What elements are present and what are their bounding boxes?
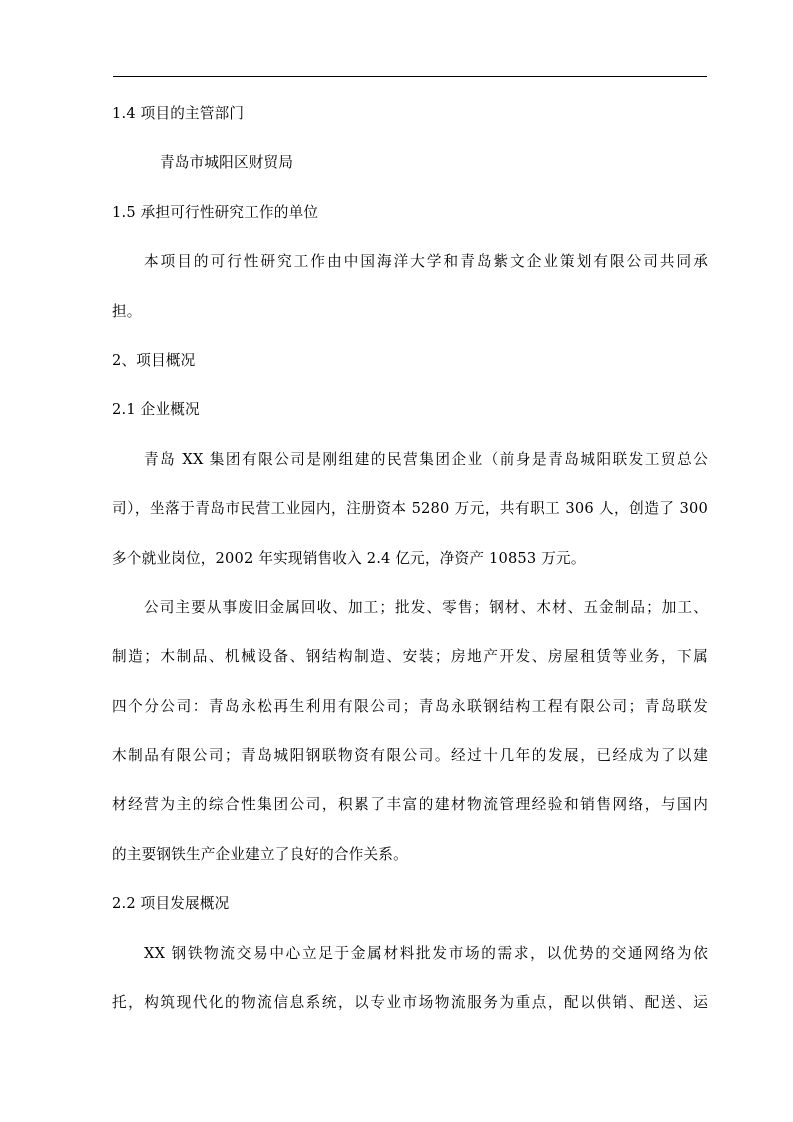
paragraph-line: 托，构筑现代化的物流信息系统，以专业市场物流服务为重点，配以供销、配送、运 [112,994,708,1012]
paragraph-line: XX 钢铁物流交易中心立足于金属材料批发市场的需求，以优势的交通网络为依 [144,944,708,962]
paragraph-line: 司），坐落于青岛市民营工业园内，注册资本 5280 万元，共有职工 306 人，创造了 300 [112,500,708,518]
header-rule [113,76,707,77]
section-heading-1-5: 1.5 承担可行性研究工作的单位 [112,203,319,221]
paragraph-line: 四个分公司：青岛永松再生利用有限公司；青岛永联钢结构工程有限公司；青岛联发 [112,697,708,715]
paragraph-line: 材经营为主的综合性集团公司，积累了丰富的建材物流管理经验和销售网络，与国内 [112,796,708,814]
section-heading-2-1: 2.1 企业概况 [112,401,200,419]
paragraph-line: 本项目的可行性研究工作由中国海洋大学和青岛紫文企业策划有限公司共同承 [144,253,708,271]
paragraph-line: 的主要钢铁生产企业建立了良好的合作关系。 [112,845,408,863]
paragraph-line: 公司主要从事废旧金属回收、加工；批发、零售；钢材、木材、五金制品；加工、 [144,598,708,616]
paragraph-line: 木制品有限公司；青岛城阳钢联物资有限公司。经过十几年的发展，已经成为了以建 [112,747,708,765]
paragraph-line: 青岛 XX 集团有限公司是刚组建的民营集团企业（前身是青岛城阳联发工贸总公 [144,450,708,468]
paragraph-line: 多个就业岗位，2002 年实现销售收入 2.4 亿元，净资产 10853 万元。 [112,549,586,567]
document-body [112,104,708,1042]
paragraph-line: 制造；木制品、机械设备、钢结构制造、安装；房地产开发、房屋租赁等业务，下属 [112,648,708,666]
paragraph-line: 担。 [112,302,142,320]
section-heading-2: 2、项目概况 [112,351,196,369]
section-heading-1-4: 1.4 项目的主管部门 [112,105,245,122]
department-name: 青岛市城阳区财贸局 [160,154,294,172]
section-heading-2-2: 2.2 项目发展概况 [112,895,230,913]
